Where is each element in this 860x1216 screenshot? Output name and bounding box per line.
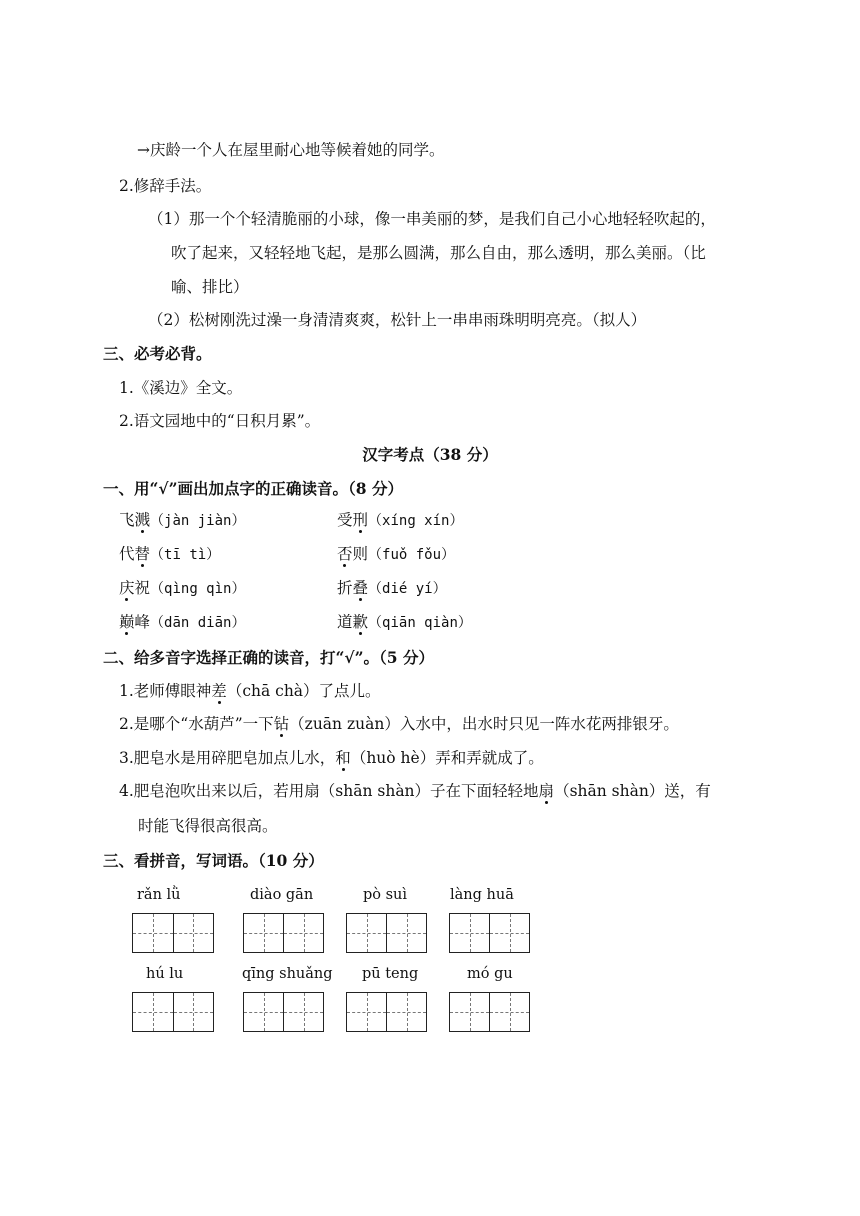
rhetoric-example-1-line1: （1）那一个个轻清脆丽的小球，像一串美丽的梦，是我们自己小心地轻轻吹起的， — [148, 210, 716, 228]
rhetoric-example-1-line2: 吹了起来，又轻轻地飞起，是那么圆满，那么自由，那么透明，那么美丽。（比 — [171, 244, 706, 262]
memorize-item-2: 2.语文园地中的“日积月累”。 — [119, 412, 321, 430]
q1-item — [337, 611, 472, 634]
writing-grid[interactable] — [243, 913, 324, 953]
q1-dotted-char: 刑 — [352, 511, 369, 529]
q1-dotted-char: 歉 — [352, 613, 369, 631]
writing-grid[interactable] — [132, 992, 214, 1032]
writing-grid[interactable] — [132, 913, 214, 953]
q1-pinyin-options: （xíng xín） — [368, 513, 464, 529]
q1-dotted-char: 否 — [337, 545, 353, 563]
writing-grid[interactable] — [243, 992, 324, 1032]
q1-item-char: 则 — [352, 545, 369, 563]
q1-item-char: 折 — [337, 579, 353, 597]
q1-item-char: 飞 — [119, 511, 135, 529]
writing-grid[interactable] — [449, 992, 530, 1032]
q1-dotted-char: 庆 — [119, 579, 135, 597]
q1-item — [119, 509, 245, 532]
pinyin-label: diào gān — [250, 887, 314, 903]
arrow-sentence: →庆龄一个人在屋里耐心地等候着她的同学。 — [137, 141, 445, 159]
pinyin-label: pū teng — [362, 966, 419, 982]
q1-item-char: 祝 — [134, 579, 151, 597]
q2-text: 4.肥皂泡吹出来以后，若用扇（shān shàn）子在下面轻轻地 — [119, 782, 539, 800]
memorize-item-1: 1.《溪边》全文。 — [119, 379, 243, 397]
q1-dotted-char: 溅 — [134, 511, 151, 529]
section-title: 汉字考点（38 分） — [362, 445, 498, 464]
q2-text: 1.老师傅眼神 — [119, 682, 212, 700]
q2-dotted-char: 扇 — [538, 782, 555, 800]
q1-dotted-char: 替 — [134, 545, 151, 563]
q1-pinyin-options: （dié yí） — [368, 581, 447, 597]
q1-item-char: 峰 — [134, 613, 151, 631]
q1-item — [119, 577, 245, 600]
q2-sentence-4-line2: 时能飞得很高很高。 — [138, 817, 278, 835]
pinyin-label: qīng shuǎng — [242, 966, 333, 982]
pinyin-label: làng huā — [450, 887, 514, 903]
q2-sentence-3 — [119, 747, 544, 769]
q1-item — [337, 509, 463, 532]
memorize-heading: 三、必考必背。 — [103, 344, 212, 363]
q1-item-char: 道 — [337, 613, 353, 631]
q3-heading: 三、看拼音，写词语。（10 分） — [103, 851, 324, 870]
q2-text: 2.是哪个“水葫芦”一下 — [119, 715, 274, 733]
pinyin-label: pò suì — [363, 887, 408, 903]
q2-text: （shān shàn）送，有 — [554, 782, 711, 800]
rhetoric-heading: 2.修辞手法。 — [119, 177, 212, 195]
q2-text: （zuān zuàn）入水中，出水时只见一阵水花两排银牙。 — [289, 715, 679, 733]
writing-grid[interactable] — [449, 913, 530, 953]
q1-pinyin-options: （dān diān） — [150, 615, 246, 631]
q1-item — [337, 577, 447, 600]
q1-item — [119, 543, 220, 566]
q1-dotted-char: 叠 — [352, 579, 369, 597]
q2-sentence-2 — [119, 713, 679, 735]
q1-pinyin-options: （qiān qiàn） — [368, 615, 472, 631]
q1-pinyin-options: （jàn jiàn） — [150, 513, 246, 529]
q1-item-char: 受 — [337, 511, 353, 529]
rhetoric-example-1-line3: 喻、排比） — [171, 278, 249, 296]
writing-grid[interactable] — [346, 913, 427, 953]
q2-text: 3.肥皂水是用碎肥皂加点儿水， — [119, 749, 336, 767]
writing-grid[interactable] — [346, 992, 427, 1032]
q1-dotted-char: 巅 — [119, 613, 135, 631]
pinyin-label: rǎn lǜ — [137, 887, 181, 903]
q2-dotted-char: 钻 — [273, 715, 290, 733]
q2-sentence-1 — [119, 680, 381, 702]
q2-dotted-char: 差 — [211, 682, 227, 700]
rhetoric-example-2: （2）松树刚洗过澡一身清清爽爽，松针上一串串雨珠明明亮亮。（拟人） — [148, 311, 647, 329]
q2-sentence-4 — [119, 780, 711, 802]
q1-item-char: 代 — [119, 545, 135, 563]
q1-pinyin-options: （tī tì） — [150, 547, 221, 563]
q2-text: （huò hè）弄和弄就成了。 — [350, 749, 544, 767]
pinyin-label: hú lu — [146, 966, 184, 982]
q1-item — [337, 543, 455, 566]
q2-dotted-char: 和 — [335, 749, 351, 767]
q1-item — [119, 611, 245, 634]
pinyin-label: mó gu — [467, 966, 513, 982]
q1-pinyin-options: （fuǒ fǒu） — [368, 547, 456, 563]
q2-text: （chā chà）了点儿。 — [226, 682, 381, 700]
q1-pinyin-options: （qìng qìn） — [150, 581, 246, 597]
q2-heading: 二、给多音字选择正确的读音，打“√”。（5 分） — [103, 648, 434, 667]
q1-heading: 一、用“√”画出加点字的正确读音。（8 分） — [103, 479, 403, 498]
